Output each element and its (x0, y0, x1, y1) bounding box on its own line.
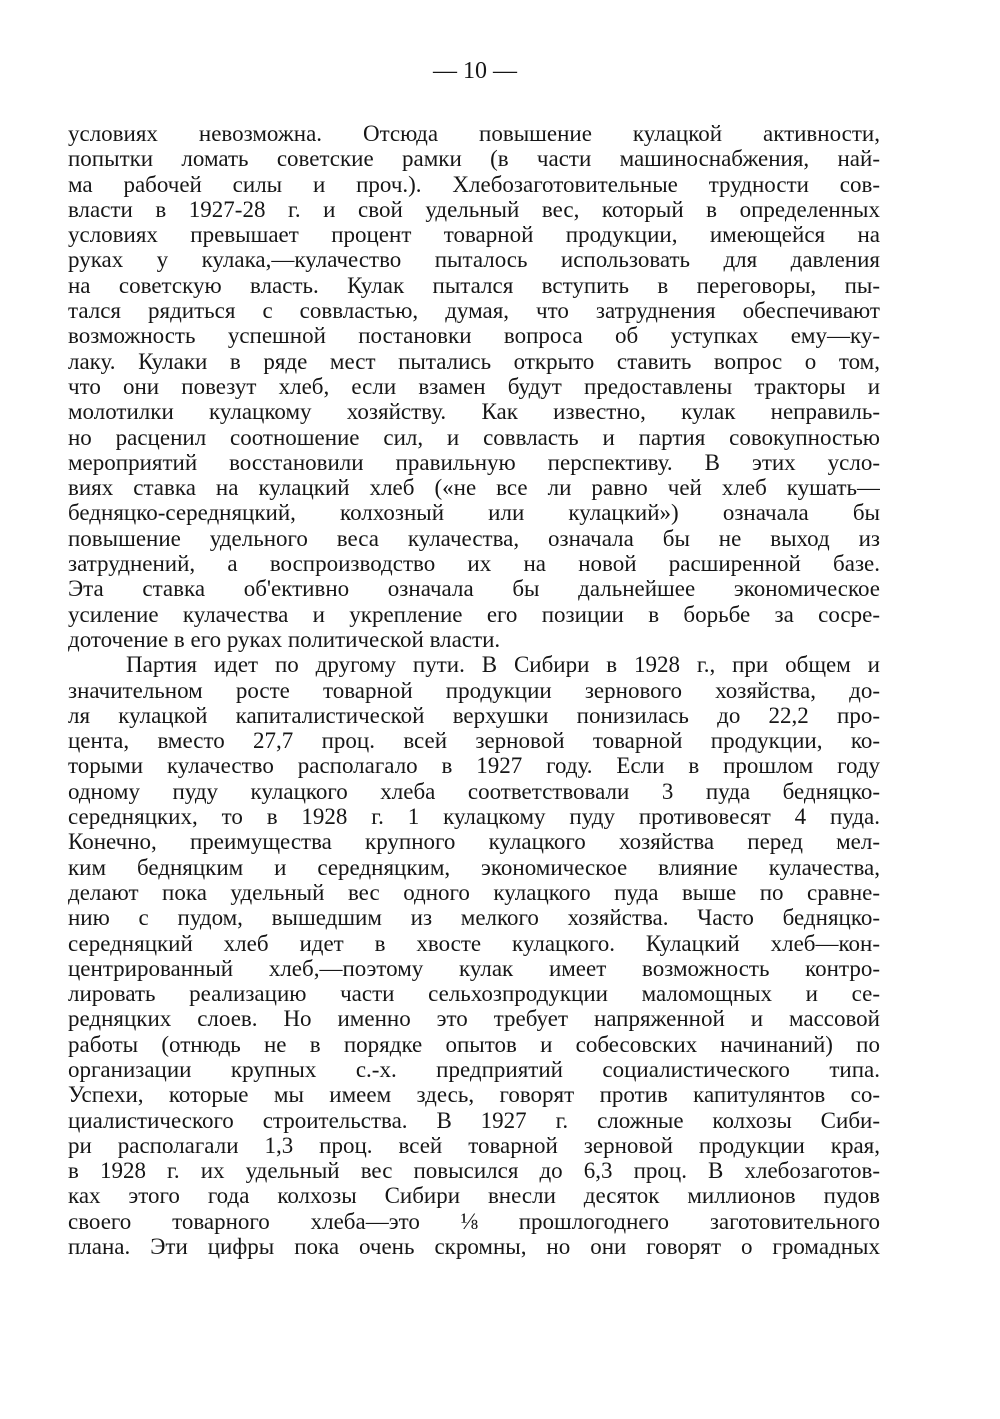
text-line: плана. Эти цифры пока очень скромны, но они говорят о громадных (68, 1234, 880, 1260)
text-line: доточение в его руках политической власти. (68, 626, 501, 652)
text-line: значительном росте товарной продукции зернового хозяйства, до- (68, 677, 880, 703)
text-line: делают пока удельный вес одного кулацкого пуда выше по сравне- (68, 879, 880, 905)
text-line: на советскую власть. Кулак пытался вступить в переговоры, пы- (68, 272, 880, 298)
text-line: редняцких слоев. Но именно это требует напряженной и массовой (68, 1006, 880, 1032)
text-line: виях ставка на кулацкий хлеб («не все ли равно чей хлеб кушать— (68, 475, 880, 501)
text-line: условиях невозможна. Отсюда повышение кулацкой активности, (68, 121, 880, 146)
text-line: середняцких, то в 1928 г. 1 кулацкому пуду противовесят 4 пуда. (68, 804, 880, 830)
text-line: что они повезут хлеб, если взамен будут предоставлены тракторы и (68, 373, 880, 399)
text-line: ри располагали 1,3 проц. всей товарной зерновой продукции края, (68, 1132, 880, 1158)
text-line: повышение удельного веса кулачества, означала бы не выход из (68, 525, 880, 551)
text-line: лировать реализацию части сельхозпродукции маломощных и се- (68, 981, 880, 1007)
text-line: Конечно, преимущества крупного кулацкого хозяйства перед мел- (68, 829, 880, 855)
text-line: Успехи, которые мы имеем здесь, говорят против капитулянтов со- (68, 1082, 880, 1108)
text-line: молотилки кулацкому хозяйству. Как известно, кулак неправиль- (68, 399, 880, 425)
paragraph-1 (68, 121, 880, 652)
text-line: ким бедняцким и середняцким, экономическое влияние кулачества, (68, 854, 880, 880)
paragraph-2 (68, 652, 880, 1259)
text-line: циалистического строительства. В 1927 г. сложные колхозы Сиби- (68, 1107, 880, 1133)
text-line: затруднений, а воспроизводство их на новой расширенной базе. (68, 551, 880, 577)
text-line: бедняцко-середняцкий, колхозный или кулацкий») означала бы (68, 500, 880, 526)
text-line: ля кулацкой капиталистической верхушки понизилась до 22,2 про- (68, 702, 880, 728)
text-line: ма рабочей силы и проч.). Хлебозаготовительные трудности сов- (68, 171, 880, 197)
text-line: одному пуду кулацкого хлеба соответствовали 3 пуда бедняцко- (68, 778, 880, 804)
page-number: — 10 — (433, 58, 517, 84)
text-line: возможность успешной постановки вопроса об уступках ему—ку- (68, 323, 880, 349)
text-line: лаку. Кулаки в ряде мест пытались открыто ставить вопрос о том, (68, 348, 880, 374)
text-line: середняцкий хлеб идет в хвосте кулацкого. Кулацкий хлеб—кон- (68, 930, 880, 956)
text-line: власти в 1927-28 г. и свой удельный вес, который в определенных (68, 196, 880, 222)
text-line: мероприятий восстановили правильную перспективу. В этих усло- (68, 449, 880, 475)
text-line: в 1928 г. их удельный вес повысился до 6,3 проц. В хлебозаготов- (68, 1158, 880, 1184)
text-line: Партия идет по другому пути. В Сибири в 1928 г., при общем и (126, 652, 880, 678)
body-text (68, 121, 880, 1259)
text-line: своего товарного хлеба—это ⅛ прошлогоднего заготовительного (68, 1208, 880, 1234)
text-line: попытки ломать советские рамки (в части машиноснабжения, най- (68, 146, 880, 172)
text-line: условиях превышает процент товарной продукции, имеющейся на (68, 222, 880, 248)
text-line: центрированный хлеб,—поэтому кулак имеет возможность контро- (68, 955, 880, 981)
text-line: организации крупных с.-х. предприятий социалистического типа. (68, 1056, 880, 1082)
text-line: нию с пудом, вышедшим из мелкого хозяйства. Часто бедняцко- (68, 905, 880, 931)
text-line: Эта ставка об'ективно означала бы дальнейшее экономическое (68, 576, 880, 602)
text-line: усиление кулачества и укрепление его позиции в борьбе за сосре- (68, 601, 880, 627)
text-line: ках этого года колхозы Сибири внесли десяток миллионов пудов (68, 1183, 880, 1209)
text-line: но расценил соотношение сил, и соввласть и партия совокупностью (68, 424, 880, 450)
text-line: цента, вместо 27,7 проц. всей зерновой товарной продукции, ко- (68, 728, 880, 754)
text-line: торыми кулачество располагало в 1927 году. Если в прошлом году (68, 753, 880, 779)
text-line: работы (отнюдь не в порядке опытов и собесовских начинаний) по (68, 1031, 880, 1057)
text-line: руках у кулака,—кулачество пыталось использовать для давления (68, 247, 880, 273)
text-line: тался рядиться с соввластью, думая, что затруднения обеспечивают (68, 298, 880, 324)
